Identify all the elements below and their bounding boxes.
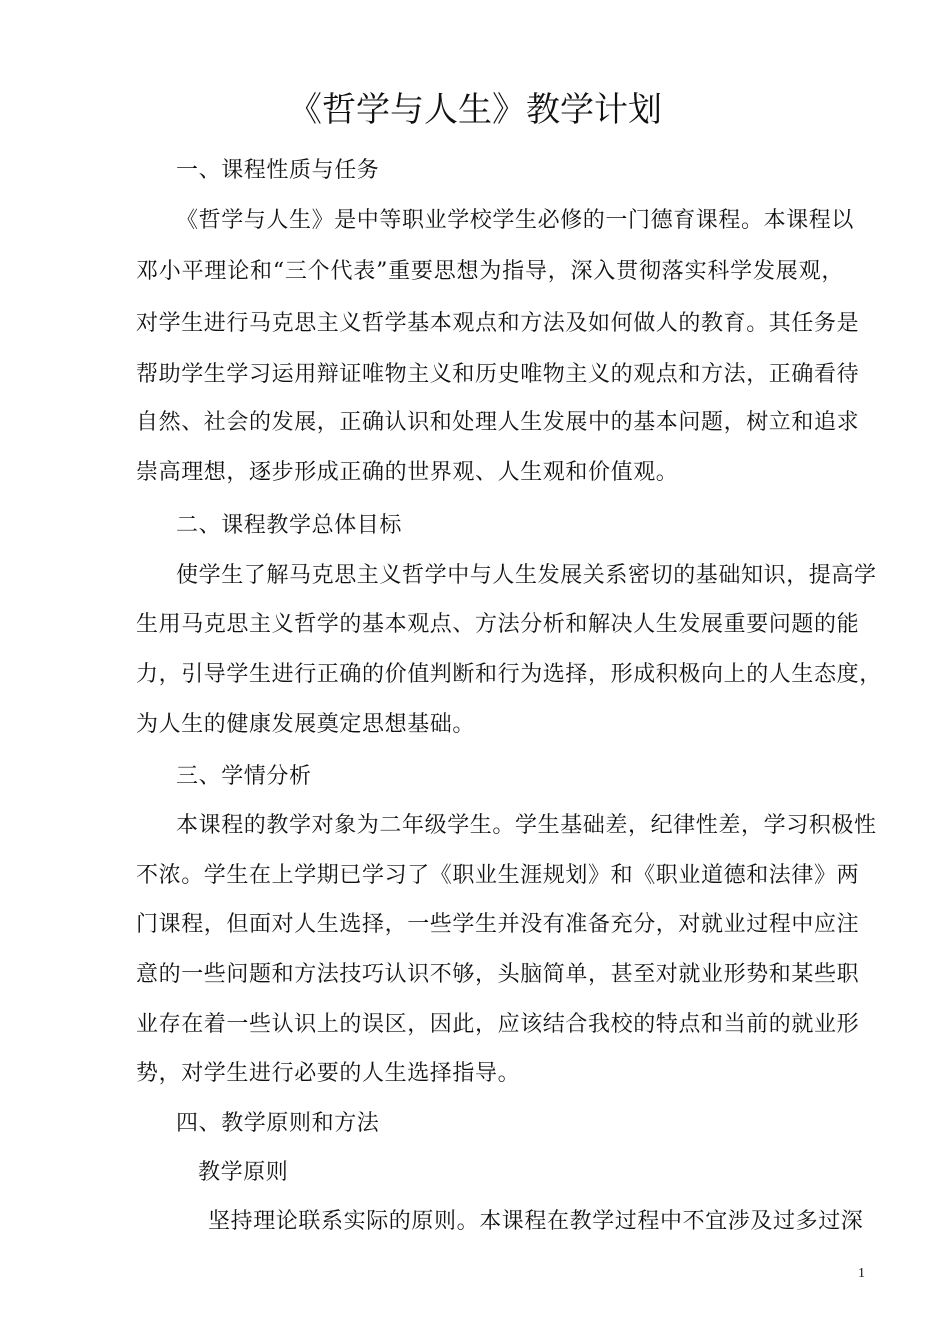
paragraph-line: 势，对学生进行必要的人生选择指导。 bbox=[136, 1061, 521, 1086]
paragraph-line: 自然、社会的发展，正确认识和处理人生发展中的基本问题，树立和追求 bbox=[136, 410, 860, 435]
paragraph-line: 力，引导学生进行正确的价值判断和行为选择，形成积极向上的人生态度， bbox=[136, 662, 882, 687]
page-title: 《哲学与人生》教学计划 bbox=[288, 90, 662, 130]
paragraph-line: 坚持理论联系实际的原则。本课程在教学过程中不宜涉及过多过深 bbox=[208, 1209, 864, 1234]
section-heading-2: 二、课程教学总体目标 bbox=[176, 513, 403, 538]
paragraph-line: 帮助学生学习运用辩证唯物主义和历史唯物主义的观点和方法，正确看待 bbox=[136, 362, 860, 387]
paragraph-line: 为人生的健康发展奠定思想基础。 bbox=[136, 712, 476, 737]
page-number: 1 bbox=[858, 1266, 865, 1281]
section-heading-3: 三、学情分析 bbox=[176, 764, 312, 789]
paragraph-line: 对学生进行马克思主义哲学基本观点和方法及如何做人的教育。其任务是 bbox=[136, 311, 860, 336]
paragraph-line: 使学生了解马克思主义哲学中与人生发展关系密切的基础知识，提高学 bbox=[176, 563, 877, 588]
paragraph-line: 不浓。学生在上学期已学习了《职业生涯规划》和《职业道德和法律》两 bbox=[136, 863, 860, 888]
paragraph-line: 门课程，但面对人生选择，一些学生并没有准备充分，对就业过程中应注 bbox=[136, 912, 860, 937]
paragraph-line: 邓小平理论和“三个代表”重要思想为指导，深入贯彻落实科学发展观， bbox=[136, 259, 844, 284]
paragraph-line: 本课程的教学对象为二年级学生。学生基础差，纪律性差，学习积极性 bbox=[176, 813, 877, 838]
section-heading-1: 一、课程性质与任务 bbox=[176, 158, 380, 183]
paragraph-line: 业存在着一些认识上的误区，因此，应该结合我校的特点和当前的就业形 bbox=[136, 1012, 860, 1037]
paragraph-line: 生用马克思主义哲学的基本观点、方法分析和解决人生发展重要问题的能 bbox=[136, 612, 860, 637]
paragraph-line: 意的一些问题和方法技巧认识不够，头脑简单，甚至对就业形势和某些职 bbox=[136, 962, 860, 987]
paragraph-line: 《哲学与人生》是中等职业学校学生必修的一门德育课程。本课程以 bbox=[176, 208, 855, 233]
paragraph-line: 崇高理想，逐步形成正确的世界观、人生观和价值观。 bbox=[136, 460, 679, 485]
subsection-heading: 教学原则 bbox=[198, 1160, 289, 1185]
section-heading-4: 四、教学原则和方法 bbox=[176, 1111, 380, 1136]
